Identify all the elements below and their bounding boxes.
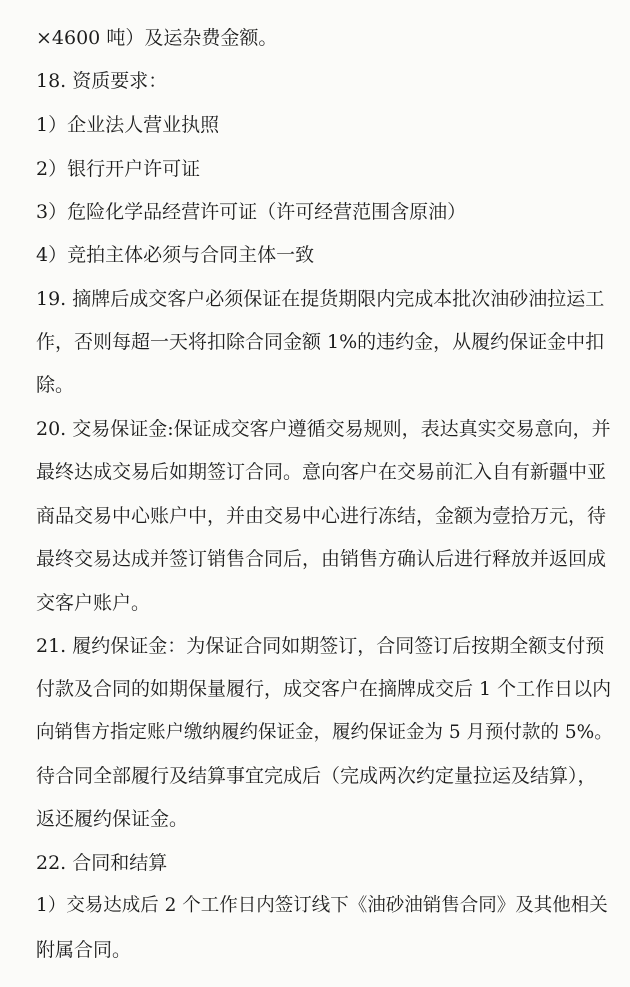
text-line: 作，否则每超一天将扣除合同金额 1%的违约金，从履约保证金中扣 [36,331,605,353]
text-line: 交客户账户。 [36,592,151,614]
section-paragraph-20: 20. 交易保证金:保证成交客户遵循交易规则，表达真实交易意向，并 [36,418,611,440]
section-paragraph-19: 19. 摘牌后成交客户必须保证在提货期限内完成本批次油砂油拉运工 [36,288,605,310]
list-item: 1）企业法人营业执照 [36,114,220,136]
text-line: 商品交易中心账户中，并由交易中心进行冻结，金额为壹拾万元，待 [36,505,607,527]
list-item: 3）危险化学品经营许可证（许可经营范围含原油） [36,201,467,223]
section-paragraph-21: 21. 履约保证金：为保证合同如期签订，合同签订后按期全额支付预 [36,635,605,657]
text-line: ×4600 吨）及运杂费金额。 [36,27,278,49]
list-item: 4）竞拍主体必须与合同主体一致 [36,244,315,266]
section-heading-22: 22. 合同和结算 [36,852,168,874]
text-line: 返还履约保证金。 [36,808,189,830]
text-line: 附属合同。 [36,939,132,961]
list-item: 2）银行开户许可证 [36,158,201,180]
list-item: 1）交易达成后 2 个工作日内签订线下《油砂油销售合同》及其他相关 [36,895,608,916]
text-line: 向销售方指定账户缴纳履约保证金，履约保证金为 5 月预付款的 5%。 [36,722,613,743]
text-line: 最终达成交易后如期签订合同。意向客户在交易前汇入自有新疆中亚 [36,461,607,483]
text-line: 除。 [36,374,75,396]
text-line: 付款及合同的如期保量履行，成交客户在摘牌成交后 1 个工作日以内 [36,678,612,700]
text-line: 待合同全部履行及结算事宜完成后（完成两次约定量拉运及结算）， [36,765,597,787]
section-heading-18: 18. 资质要求： [36,70,168,92]
text-line: 最终交易达成并签订销售合同后，由销售方确认后进行释放并返回成 [36,548,607,570]
